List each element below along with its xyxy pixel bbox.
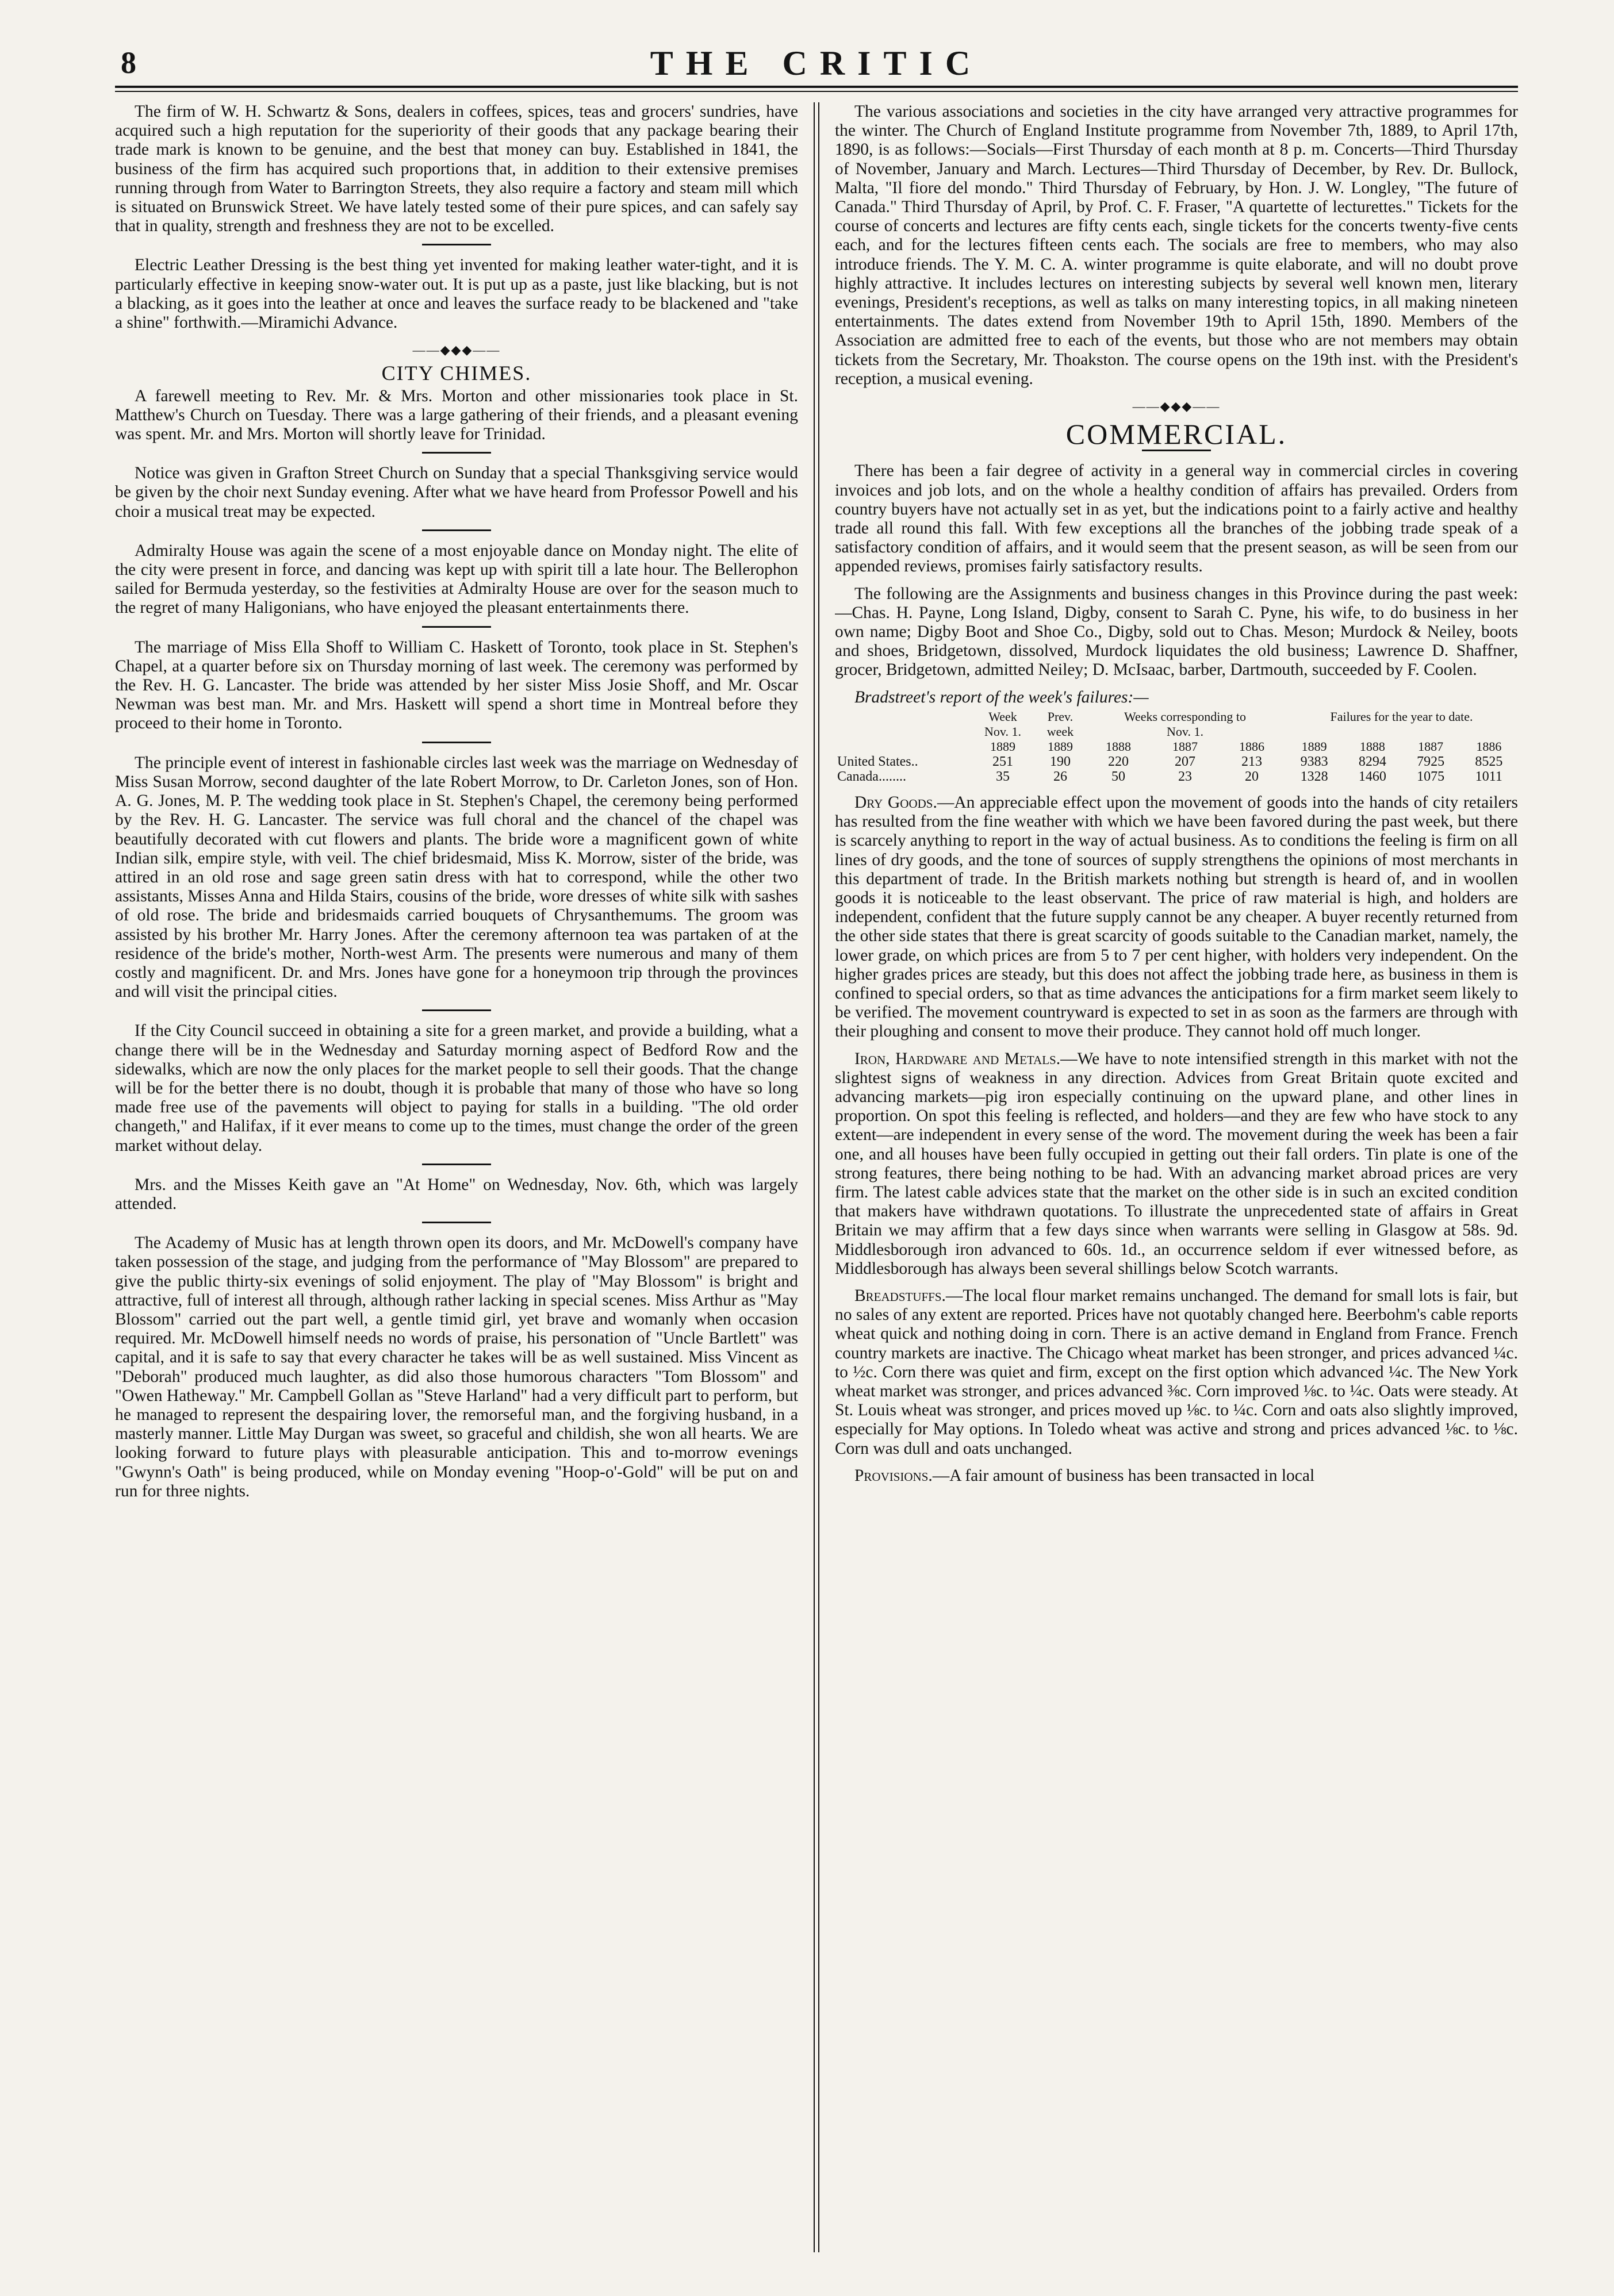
provisions-heading: Provisions. [854, 1466, 933, 1485]
year-cell: 1886 [1476, 739, 1502, 754]
schwartz-paragraph: The firm of W. H. Schwartz & Sons, dealers in coffees, spices, teas and grocers' sundries, have acquired such a high reputation for the superiority of their goods that any package bearing their trade mark is known to be genuine, and the best that money can buy. Established in 1841, the business of the firm has acquired such proportions that, in addition to their extensive premises running through from Water to Barrington Streets, they also require a factory and steam mill which is situated on Brunswick Street. We have lately tested some of their pure spices, and can safely say that in quality, strength and freshness they are not to be excelled. [115, 102, 798, 236]
morrow-jones-marriage-paragraph: The principle event of interest in fashionable circles last week was the marriage on Wednesday of Miss Susan Morrow, second daughter of the late Robert Morrow, to Dr. Carleton Jones, son of Hon. A. G. Jones, M. P. The wedding took place in St. Stephen's Chapel, the ceremony being performed by the Rev. H. G. Lancaster. The service was full choral and the chancel of the chapel was beautifully decorated with cut flowers and plants. The bride wore a magnificent gown of white Indian silk, empire style, with veil. The chief bridesmaid, Miss K. Morrow, sister of the bride, was attired in an old rose and sage green satin dress with hat to correspond, while the other two assistants, Misses Anna and Hilda Stairs, cousins of the bride, wore dresses of white silk with sashes of old rose. The bride and bridesmaids carried bouquets of Chrysanthemums. The groom was assisted by his brother Mr. Harry Jones. After the ceremony afternoon tea was partaken of at the residence of the bride's mother, North-west Arm. The presents were numerous and many of them costly and magnificent. Dr. and Mrs. Jones have gone for a honeymoon trip through the provinces and will visit the principal cities. [115, 753, 798, 1001]
col-sub-nov1: Nov. 1. [984, 724, 1021, 739]
separator-rule [422, 452, 491, 454]
table-cell: 26 [1053, 769, 1067, 784]
columns [115, 102, 1518, 2252]
provisions-paragraph [835, 1466, 1518, 1485]
table-cell: 1460 [1358, 769, 1386, 784]
provisions-text: —A fair amount of business has been transacted in local [932, 1466, 1315, 1485]
dry-goods-paragraph [835, 793, 1518, 1042]
page-header [115, 40, 1518, 91]
separator-rule [422, 1222, 491, 1223]
year-cell: 1889 [1301, 739, 1327, 754]
year-cell: 1889 [1047, 739, 1073, 754]
year-cell: 1887 [1172, 739, 1198, 754]
dry-goods-heading: Dry Goods. [854, 793, 937, 812]
col-sub-nov1b: Nov. 1. [1167, 724, 1203, 739]
iron-paragraph [835, 1050, 1518, 1278]
separator-rule [422, 529, 491, 531]
breadstuffs-heading: Breadstuffs. [854, 1286, 946, 1305]
commercial-intro-paragraph: There has been a fair degree of activity in a general way in commercial circles in covering invoices and job lots, and on the whole a healthy condition of affairs has prevailed. Orders from country buyers have not actually set in as yet, but the indications point to a fairly active and healthy trade all round this fall. With few exceptions all the branches of the jobbing trade speak of a satisfactory condition of affairs, and it would seem that the present season, as will be seen from our appended reviews, promises fairly satisfactory results. [834, 462, 1518, 576]
table-cell: 1011 [1475, 769, 1502, 784]
table-cell: 8525 [1475, 754, 1503, 769]
shoff-haskett-marriage-paragraph: The marriage of Miss Ella Shoff to William C. Haskett of Toronto, took place in St. Stephen's Chapel, at a quarter before six on Thursday morning of last week. The ceremony was performed by the Rev. H. G. Lancaster. The bride was attended by her sister Miss Josie Shoff, and Mr. Oscar Newman was best man. Mr. and Mrs. Haskett will spend a short time in Montreal before they proceed to their home in Toronto. [115, 638, 798, 733]
academy-of-music-paragraph: The Academy of Music has at length thrown open its doors, and Mr. McDowell's company have taken possession of the stage, and judging from the performance of "May Blossom" are prepared to give the public thirty-six evenings of solid enjoyment. The play of "May Blossom" is bright and attractive, full of interest all through, although rather lacking in special scenes. Miss Arthur as "May Blossom" carried out the part well, a gentle timid girl, yet brave and womanly when occasion required. Mr. McDowell himself needs no words of praise, his personation of "Uncle Bartlett" was capital, and it is safe to say that every character he takes will be as well sustained. Miss Vincent as "Deborah" produced much laughter, as did also those humorous characters "Tom Blossom" and "Owen Hatheway." Mr. Campbell Gollan as "Steve Harland" had a very difficult part to perform, but he managed to represent the despairing lover, the remorseful man, and the forgiving husband, in a masterly manner. Little May Durgan was sweet, so graceful and childish, she won all hearts. We are looking forward to future plays with pleasurable anticipation. This and to-morrow evenings "Gwynn's Oath" is being produced, while on Monday evening "Hoop-o'-Gold" will be put on and run for three nights. [115, 1234, 798, 1500]
breadstuffs-paragraph [835, 1287, 1518, 1458]
bradstreet-caption: Bradstreet's report of the week's failures:— [854, 688, 1149, 707]
table-row [835, 754, 1518, 769]
table-header-row [835, 709, 1518, 724]
table-cell: 23 [1178, 769, 1192, 784]
table-cell: 35 [996, 769, 1010, 784]
table-cell: 1328 [1300, 769, 1328, 784]
year-cell: 1886 [1239, 739, 1264, 754]
table-years-row [835, 739, 1518, 754]
thanksgiving-paragraph: Notice was given in Grafton Street Church on Sunday that a special Thanksgiving service would be given by the choir next Sunday evening. After what we have heard from Professor Powell and his choir a musical treat may be expected. [115, 464, 798, 521]
masthead: THE CRITIC [650, 44, 983, 82]
admiralty-house-paragraph: Admiralty House was again the scene of a most enjoyable dance on Monday night. The elite of the city were present in force, and dancing was kept up with spirit till a late hour. The Bellerophon sailed for Bermuda yesterday, so the festivities at Admiralty House are over for the season much to the regret of many Haligonians, who have enjoyed the pleasant entertainments there. [115, 541, 798, 617]
table-cell: 20 [1244, 769, 1259, 784]
separator-rule [422, 244, 491, 245]
dry-goods-text: —An appreciable effect upon the movement of goods into the hands of city retailers has resulted from the fine weather with which we have been favored during the past week, but there is scarcely anything to report in the way of actual business. As to conditions the feeling is firm on all lines of dry goods, and the tone of sources of supply strengthens the opinions of most merchants in this department of trade. In the British markets nothing but strength is heard of, and in woollen goods it is noticeable to the least observant. The price of raw material is high, and holders are independent, confident that the future supply cannot be any cheaper. A buyer recently returned from the other side states that there is great scarcity of goods suitable to the Canadian market, namely, the lower grade, on which prices are from 5 to 7 per cent higher, with holders very independent. On the higher grades prices are steady, but this does not affect the jobbing trade here, as business in them is confined to special orders, so that as time advances the anticipations for a firm market seem likely to be verified. The movement countryward is expected to set in as soon as the farmers are through with their ploughing and consent to move their produce. They cannot hold off much longer. [834, 793, 1518, 1041]
table-cell: 1075 [1417, 769, 1445, 784]
ornament-divider: ——◆◆◆—— [412, 343, 501, 358]
col-head-corresponding: Weeks corresponding to [1124, 709, 1247, 724]
iron-text: —We have to note intensified strength in this market with not the slightest signs of weakness in any direction. Advices from Great Britain quote excited and advancing markets—pig iron especially continuing on the upward plane, and other lines in proportion. On spot this feeling is reflected, and holders—and they are few who have stock to any extent—are independent in every sense of the word. The movement during the week has been a fair one, and all houses have been fully occupied in getting out their fall orders. Tin plate is one of the strong features, there being nothing to be had. With an advancing market abroad prices are very firm. The latest cable advices state that the market on the other side is in such an excited condition that makers have withdrawn quotations. To illustrate the unprecedented state of affairs in Great Britain we may affirm that a few days since when warrants were selling in Glasgow at 58s. 9d. Middlesborough iron advanced to 60s. 1d., an occurrence seldom if ever witnessed before, as Middlesborough has always been several shillings below Scotch warrants. [834, 1049, 1518, 1278]
table-cell: 8294 [1358, 754, 1386, 769]
col-sub-week: week [1046, 724, 1074, 739]
row-label: United States.. [837, 754, 918, 769]
table-subheader-row [835, 724, 1518, 739]
ornament-divider: ——◆◆◆—— [1132, 399, 1221, 414]
failures-table [835, 709, 1518, 784]
left-column [115, 102, 798, 2252]
farewell-meeting-paragraph: A farewell meeting to Rev. Mr. & Mrs. Morton and other missionaries took place in St. Matthew's Church on Tuesday. There was a large gathering of their friends, and a pleasant evening was spent. Mr. and Mrs. Morton will shortly leave for Trinidad. [115, 386, 798, 444]
table-cell: 251 [992, 754, 1013, 769]
separator-rule [422, 742, 491, 743]
table-cell: 190 [1049, 754, 1071, 769]
right-column [835, 102, 1518, 2252]
table-cell: 207 [1174, 754, 1195, 769]
table-cell: 7925 [1417, 754, 1445, 769]
commercial-heading: COMMERCIAL. [1065, 418, 1287, 451]
city-chimes-heading: CITY CHIMES. [381, 362, 532, 385]
col-head-failures: Failures for the year to date. [1330, 709, 1473, 724]
assignments-paragraph: The following are the Assignments and business changes in this Province during the past week:—Chas. H. Payne, Long Island, Digby, consent to Sarah C. Pyne, his wife, to do business in her own name; Digby Boot and Shoe Co., Digby, sold out to Chas. Meson; Murdock & Neiley, boots and shoes, Bridgetown, dissolved, Murdock liquidates the old business; Lawrence D. Shaffner, grocer, Bridgetown, admitted Neiley; D. McIsaac, barber, Dartmouth, succeeded by F. Coolen. [834, 584, 1518, 679]
year-cell: 1888 [1105, 739, 1131, 754]
iron-heading: Iron, Hardware and Metals. [854, 1049, 1061, 1068]
col-head-week: Week [988, 709, 1017, 724]
leather-dressing-paragraph: Electric Leather Dressing is the best thing yet invented for making leather water-tight, and it is particularly effective in keeping snow-water out. It is put up as a paste, just like blacking, but is not a blacking, as it goes into the leather at once and leaves the surface ready to be blackened and "take a shine" forthwith.—Miramichi Advance. [115, 256, 798, 332]
table-cell: 220 [1107, 754, 1129, 769]
page-number: 8 [121, 45, 136, 80]
newspaper-page [115, 40, 1518, 2259]
at-home-paragraph: Mrs. and the Misses Keith gave an "At Home" on Wednesday, Nov. 6th, which was largely attended. [115, 1175, 798, 1213]
year-cell: 1888 [1359, 739, 1385, 754]
year-cell: 1889 [990, 739, 1015, 754]
year-cell: 1887 [1418, 739, 1444, 754]
table-cell: 213 [1241, 754, 1262, 769]
table-cell: 9383 [1300, 754, 1328, 769]
col-head-prev: Prev. [1047, 709, 1074, 724]
table-cell: 50 [1111, 769, 1125, 784]
breadstuffs-text: —The local flour market remains unchanged. The demand for small lots is fair, but no sales of any extent are reported. Prices have not quotably changed here. Beerbohm's cable reports wheat quick and nothing doing in corn. There is an active demand in England from France. French country markets are inactive. The Chicago wheat market has been stronger, and prices advanced ¼c. to ½c. Corn there was quiet and firm, except on the first option which advanced ¼c. The New York wheat market was stronger, and prices advanced ⅜c. Corn improved ⅛c. to ¼c. Oats were steady. At St. Louis wheat was stronger, and prices moved up ⅛c. to ¼c. Corn and oats also slightly improved, especially for May options. In Toledo wheat was active and strong and prices advanced ⅛c. to ⅛c. Corn was dull and oats unchanged. [834, 1286, 1518, 1458]
column-divider [814, 102, 819, 2252]
header-rule [115, 86, 1518, 92]
table-row [835, 769, 1518, 784]
separator-rule [422, 626, 491, 628]
separator-rule [422, 1009, 491, 1011]
row-label: Canada........ [837, 769, 906, 784]
green-market-paragraph: If the City Council succeed in obtaining a site for a green market, and provide a building, what a change there will be in the Wednesday and Saturday morning aspect of Bedford Row and the sidewalks, which are now the only places for the market people to sell their goods. That the change will be for the better there is no doubt, though it is probable that many of those who have so long made free use of the pavements will object to paying for stalls in a building. "The old order changeth," and Halifax, if it ever means to come up to the times, must change the order of the green market without delay. [115, 1022, 798, 1155]
separator-rule [422, 1164, 491, 1165]
associations-paragraph: The various associations and societies in the city have arranged very attractive programmes for the winter. The Church of England Institute programme from November 7th, 1889, to April 17th, 1890, is as follows:—Socials—First Thursday of each month at 8 p. m. Concerts—Third Thursday of November, January and March. Lectures—Third Thursday of December, by Rev. Dr. Bullock, Malta, "Il fiore del mondo." Third Thursday of February, by Hon. J. W. Longley, "The future of Canada." Third Thursday of April, by Prof. C. F. Fraser, "A quartette of lecturettes." Tickets for the course of concerts and lectures are fifty cents each, single tickets for the concerts twenty-five cents each, and for the lectures fifteen cents each. The socials are free to members, who may also introduce friends. The Y. M. C. A. winter programme is quite elaborate, and will no doubt prove highly attractive. It includes lectures on interesting subjects by several well known men, literary evenings, President's receptions, as well as talks on many interesting topics, in all making nineteen entertainments. The dates extend from November 19th to April 15th, 1890. Members of the Association are admitted free to each of the events, but those who are not members may obtain tickets from the Secretary, Mr. Thoakston. The course opens on the 19th inst. with the President's reception, a musical evening. [834, 102, 1518, 388]
